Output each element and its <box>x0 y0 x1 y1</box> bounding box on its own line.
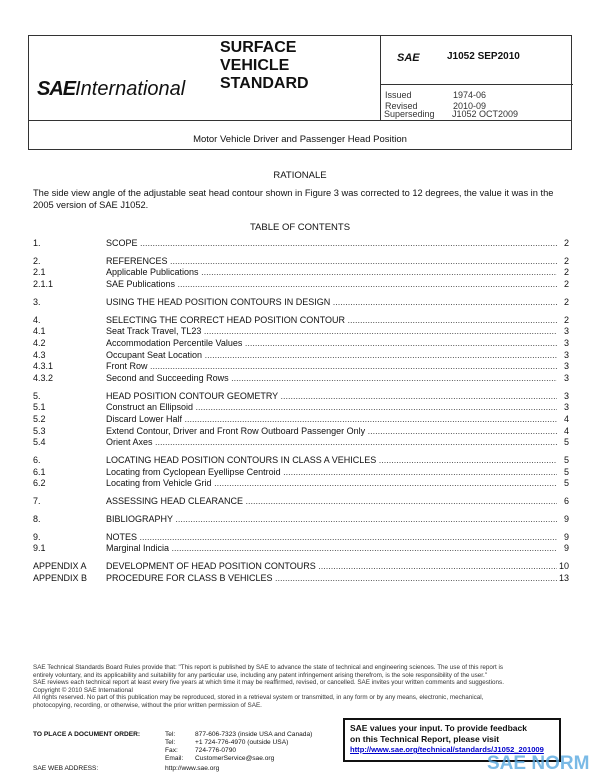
toc-entry[interactable] <box>33 496 569 508</box>
toc-title: Discard Lower Half ..... <box>106 414 557 426</box>
toc-number: 4.2 <box>33 338 46 349</box>
toc-number: APPENDIX A <box>33 561 87 572</box>
toc-page: 4 <box>563 425 569 436</box>
toc-entry[interactable] <box>33 437 569 449</box>
toc-number: 2.1 <box>33 267 46 278</box>
toc-page: 5 <box>563 454 569 465</box>
toc-page: 2 <box>563 279 569 290</box>
toc-title: PROCEDURE FOR CLASS B VEHICLES ..... <box>106 573 557 585</box>
toc-group <box>33 532 569 555</box>
toc-group <box>33 315 569 385</box>
toc-entry[interactable] <box>33 467 569 479</box>
toc-page: 2 <box>563 314 569 325</box>
toc-entry[interactable] <box>33 361 569 373</box>
toc-page: 3 <box>563 338 569 349</box>
toc-group <box>33 297 569 309</box>
toc-title: NOTES ..... <box>106 532 557 544</box>
toc-title: Locating from Cyclopean Eyellipse Centroid ..... <box>106 467 557 479</box>
toc-entry[interactable] <box>33 256 569 268</box>
toc-entry[interactable] <box>33 543 569 555</box>
toc-number: 5.2 <box>33 413 46 424</box>
toc-page: 3 <box>563 390 569 401</box>
toc-title: Accommodation Percentile Values ..... <box>106 338 557 350</box>
toc-entry[interactable] <box>33 561 569 573</box>
document-title: Motor Vehicle Driver and Passenger Head Position <box>193 134 407 145</box>
toc-number: 4.3 <box>33 349 46 360</box>
toc-title: REFERENCES ..... <box>106 256 557 268</box>
toc-number: 7. <box>33 496 41 507</box>
revised: Revised 2010-09 <box>385 101 487 111</box>
toc-entry[interactable] <box>33 478 569 490</box>
toc-page: 3 <box>563 402 569 413</box>
toc-page: 2 <box>563 238 569 248</box>
document-code: J1052 SEP2010 <box>447 51 520 62</box>
toc-entry[interactable] <box>33 573 569 585</box>
toc-group <box>33 391 569 449</box>
toc-number: 5.4 <box>33 437 46 448</box>
feedback-box: SAE values your input. To provide feedback on this Technical Report, please visit http://www.sae.org/technical/standards/J1052_201009 <box>343 718 561 762</box>
footer-legal: SAE Technical Standards Board Rules provide that: "This report is published by SAE to advance the state of technical and engineering sciences. The use of this report is entirely voluntary, and its applicability and suitability for any particular use, including any patent infringement arising therefrom, is the sole responsibility of the user." SAE reviews each technical report at least every five years at which time it may be reaffirmed, revised, or cancelled. SAE invites your written comments and suggestions. Copyright © 2010 SAE International All rights reserved. No part of this publication may be reproduced, stored in a retrieval system or transmitted, in any form or by any means, electronic, mechanical, photocopying, recording, or otherwise, without the prior written permission of SAE. <box>33 664 504 709</box>
toc-number: 9. <box>33 531 41 542</box>
toc-entry[interactable] <box>33 279 569 291</box>
toc-number: 6.1 <box>33 466 46 477</box>
toc-number: 5.3 <box>33 425 46 436</box>
toc-title: Applicable Publications ..... <box>106 267 557 279</box>
toc-title: Front Row ..... <box>106 361 557 373</box>
toc-entry[interactable] <box>33 326 569 338</box>
order-label: TO PLACE A DOCUMENT ORDER: <box>33 731 141 738</box>
toc-number: 2.1.1 <box>33 279 54 290</box>
web-label: SAE WEB ADDRESS: <box>33 765 99 772</box>
toc-number: 4.3.2 <box>33 372 54 383</box>
toc-entry[interactable] <box>33 391 569 403</box>
toc-entry[interactable] <box>33 238 569 250</box>
toc-title: Construct an Ellipsoid ..... <box>106 402 557 414</box>
toc-number: 4.3.1 <box>33 361 54 372</box>
contact-labels: Tel: Tel: Fax: Email: <box>165 731 184 762</box>
toc-title: SCOPE ..... <box>106 238 557 250</box>
toc-entry[interactable] <box>33 350 569 362</box>
toc-page: 3 <box>563 326 569 337</box>
standard-type: SURFACE VEHICLE STANDARD <box>220 39 309 92</box>
toc-entry[interactable] <box>33 426 569 438</box>
toc-title: Seat Track Travel, TL23 ..... <box>106 326 557 338</box>
rationale-heading: RATIONALE <box>273 170 327 181</box>
sae-small-logo: SAE <box>397 52 420 64</box>
toc-group <box>33 496 569 508</box>
sae-international-logo: SAEInternational <box>37 78 186 100</box>
toc-entry[interactable] <box>33 532 569 544</box>
toc-number: 3. <box>33 296 41 307</box>
toc-page: 9 <box>563 513 569 524</box>
toc-title: SAE Publications ..... <box>106 279 557 291</box>
toc-title: HEAD POSITION CONTOUR GEOMETRY ..... <box>106 391 557 403</box>
toc-number: 2. <box>33 255 41 266</box>
toc-number: APPENDIX B <box>33 572 88 583</box>
toc-number: 1. <box>33 238 41 248</box>
toc-entry[interactable] <box>33 414 569 426</box>
toc-page: 10 <box>558 561 569 572</box>
toc-entry[interactable] <box>33 267 569 279</box>
toc-number: 4. <box>33 314 41 325</box>
web-address[interactable]: http://www.sae.org <box>165 765 220 772</box>
toc-group <box>33 561 569 584</box>
toc-page: 2 <box>563 267 569 278</box>
toc-number: 9.1 <box>33 543 46 554</box>
toc-title: USING THE HEAD POSITION CONTOURS IN DESIGN ..... <box>106 297 557 309</box>
toc-page: 9 <box>563 531 569 542</box>
toc-title: Locating from Vehicle Grid ..... <box>106 478 557 490</box>
toc-number: 4.1 <box>33 326 46 337</box>
toc-page: 13 <box>558 572 569 583</box>
sae-norm-watermark: SAE NORM <box>487 753 590 774</box>
toc-page: 3 <box>563 372 569 383</box>
rationale-text: The side view angle of the adjustable seat head contour shown in Figure 3 was corrected to 12 degrees, the value it was in the 2005 version of SAE J1052. <box>33 188 554 210</box>
toc-group <box>33 455 569 490</box>
toc-page: 5 <box>563 437 569 448</box>
toc-title: ASSESSING HEAD CLEARANCE ..... <box>106 496 557 508</box>
toc-title: Second and Succeeding Rows ..... <box>106 373 557 385</box>
toc-page: 5 <box>563 478 569 489</box>
toc-number: 8. <box>33 513 41 524</box>
toc-group <box>33 238 569 250</box>
toc-page: 2 <box>563 255 569 266</box>
toc-page: 3 <box>563 349 569 360</box>
toc-group <box>33 256 569 291</box>
toc-number: 6.2 <box>33 478 46 489</box>
document-header <box>28 35 572 150</box>
table-of-contents <box>33 238 569 591</box>
feedback-link[interactable]: http://www.sae.org/technical/standards/J1052_201009 <box>350 745 544 754</box>
toc-page: 9 <box>563 543 569 554</box>
toc-entry[interactable] <box>33 338 569 350</box>
toc-page: 6 <box>563 496 569 507</box>
toc-number: 5. <box>33 390 41 401</box>
toc-page: 4 <box>563 413 569 424</box>
toc-title: Extend Contour, Driver and Front Row Outboard Passenger Only ..... <box>106 426 557 438</box>
toc-number: 6. <box>33 454 41 465</box>
toc-entry[interactable] <box>33 373 569 385</box>
toc-entry[interactable] <box>33 455 569 467</box>
issued: Issued 1974-06 <box>385 90 487 100</box>
toc-title: BIBLIOGRAPHY ..... <box>106 514 557 526</box>
toc-entry[interactable] <box>33 402 569 414</box>
toc-title: Occupant Seat Location ..... <box>106 350 557 362</box>
toc-title: SELECTING THE CORRECT HEAD POSITION CONTOUR ..... <box>106 315 557 327</box>
toc-page: 5 <box>563 466 569 477</box>
toc-title: DEVELOPMENT OF HEAD POSITION CONTOURS ..... <box>106 561 557 573</box>
toc-title: Marginal Indicia ..... <box>106 543 557 555</box>
toc-entry[interactable] <box>33 514 569 526</box>
superseding: Superseding J1052 OCT2009 <box>384 109 519 119</box>
contact-values: 877-606-7323 (inside USA and Canada) +1 724-776-4970 (outside USA) 724-776-0790 CustomerService@sae.org <box>195 731 313 762</box>
toc-page: 3 <box>563 361 569 372</box>
toc-number: 5.1 <box>33 402 46 413</box>
toc-title: Orient Axes ..... <box>106 437 557 449</box>
toc-page: 2 <box>563 296 569 307</box>
toc-title: LOCATING HEAD POSITION CONTOURS IN CLASS A VEHICLES ..... <box>106 455 557 467</box>
toc-entry[interactable] <box>33 315 569 327</box>
toc-entry[interactable] <box>33 297 569 309</box>
toc-heading: TABLE OF CONTENTS <box>249 222 351 233</box>
toc-group <box>33 514 569 526</box>
